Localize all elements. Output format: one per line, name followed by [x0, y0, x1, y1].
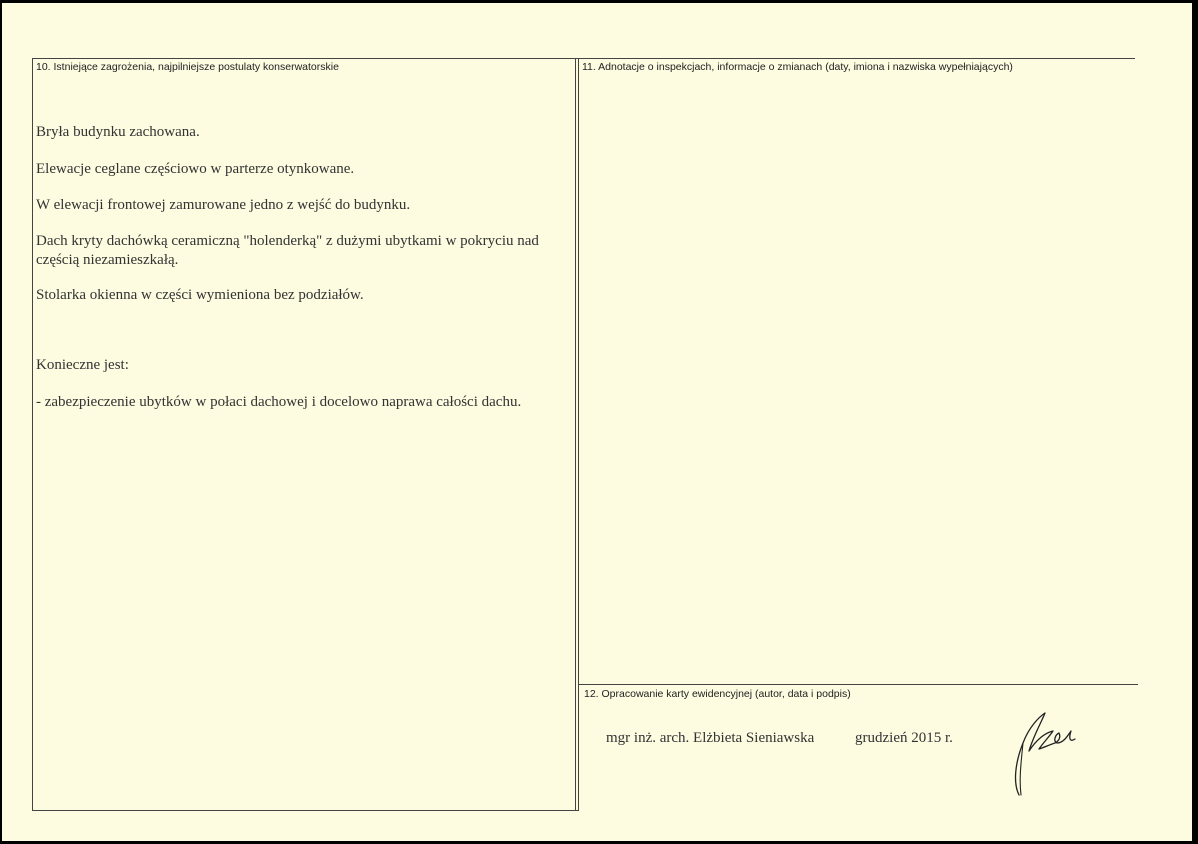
document-date: grudzień 2015 r. [855, 730, 953, 746]
paragraph-6: Konieczne jest: [36, 357, 129, 373]
paragraph-2: Elewacje ceglane częściowo w parterze otynkowane. [36, 161, 355, 177]
paragraph-4: Dach kryty dachówką ceramiczną "holenderką" z dużymi ubytkami w pokryciu nad częścią niezamieszkałą. [36, 233, 539, 268]
handwritten-signature [1005, 703, 1085, 803]
section-10-label: 10. Istniejące zagrożenia, najpilniejsze postulaty konserwatorskie [36, 61, 339, 73]
form-sheet [2, 3, 1192, 841]
bottom-rule [32, 810, 578, 811]
section-12-rule [578, 684, 1138, 685]
column-divider-inner [578, 58, 579, 811]
left-column-border [32, 58, 33, 811]
section-11-label: 11. Adnotacje o inspekcjach, informacje o zmianach (daty, imiona i nazwiska wypełniających) [582, 61, 1013, 73]
section-12-label: 12. Opracowanie karty ewidencyjnej (autor, data i podpis) [584, 688, 851, 700]
top-rule [32, 58, 1135, 59]
author-name: mgr inż. arch. Elżbieta Sieniawska [606, 730, 815, 746]
column-divider [575, 58, 576, 811]
paragraph-7: - zabezpieczenie ubytków w połaci dachowej i docelowo naprawa całości dachu. [36, 394, 522, 410]
paragraph-1: Bryła budynku zachowana. [36, 124, 200, 140]
paragraph-3: W elewacji frontowej zamurowane jedno z wejść do budynku. [36, 197, 411, 213]
paragraph-5: Stolarka okienna w części wymieniona bez podziałów. [36, 287, 364, 303]
